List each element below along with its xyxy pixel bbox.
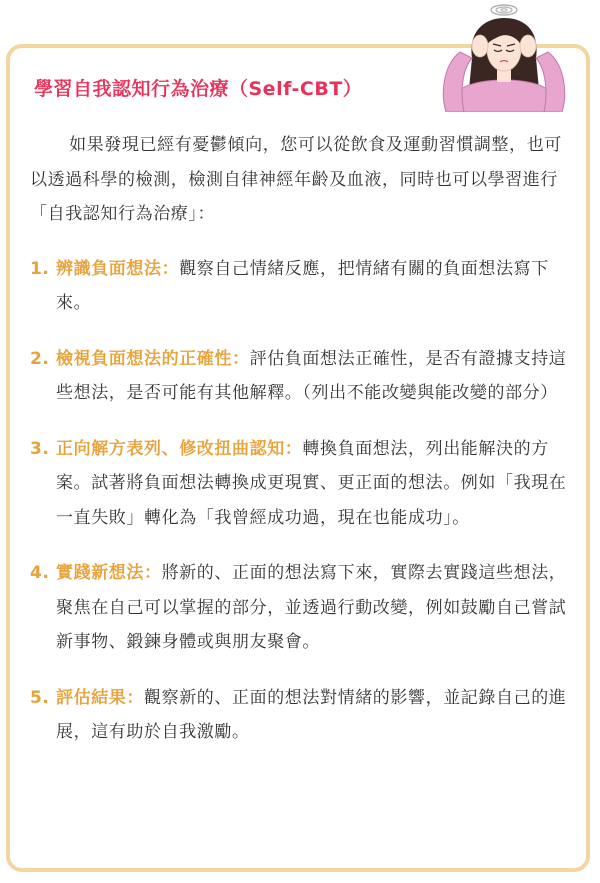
item-description: 觀察自己情緒反應，把情緒有關的負面想法寫下來。 (56, 258, 549, 313)
item-number: 3. (30, 438, 50, 459)
item-heading: 實踐新想法： (56, 563, 162, 583)
item-description: 轉換負面想法，列出能解決的方案。試著將負面想法轉換成更現實、更正面的想法。例如「我現在一直失敗」轉化為「我曾經成功過，現在也能成功」。 (56, 438, 567, 528)
item-heading: 檢視負面想法的正確性： (56, 348, 250, 369)
list-item (30, 252, 578, 321)
item-text (56, 556, 578, 660)
item-number: 1. (30, 258, 50, 279)
item-number: 4. (30, 563, 50, 583)
item-description: 觀察新的、正面的想法對情緒的影響，並記錄自己的進展，這有助於自我激勵。 (56, 687, 567, 742)
item-description: 將新的、正面的想法寫下來，實際去實踐這些想法，聚焦在自己可以掌握的部分，並透過行動改變，例如鼓勵自己嘗試新事物、鍛鍊身體或與朋友聚會。 (56, 563, 567, 652)
item-heading: 辨識負面想法： (56, 258, 180, 279)
list-item (30, 342, 578, 411)
item-text (56, 681, 578, 750)
page-title: 學習自我認知行為治療（Self-CBT） (34, 78, 363, 100)
list-item (30, 432, 578, 536)
article-content (30, 128, 578, 771)
item-text (56, 252, 578, 321)
item-description: 評估負面想法正確性，是否有證據支持這些想法，是否可能有其他解釋。（列出不能改變與能改變的部分） (56, 348, 567, 403)
item-text (56, 342, 578, 411)
item-number: 2. (30, 348, 50, 369)
item-heading: 正向解方表列、修改扭曲認知： (56, 438, 303, 459)
intro-paragraph: 如果發現已經有憂鬱傾向，您可以從飲食及運動習慣調整，也可以透過科學的檢測，檢測自律神經年齡及血液，同時也可以學習進行「自我認知行為治療」： (30, 135, 562, 224)
list-item (30, 556, 578, 660)
item-text (56, 432, 578, 536)
item-heading: 評估結果： (56, 687, 144, 708)
list-item (30, 681, 578, 750)
woman-holding-head-icon (420, 2, 588, 112)
item-number: 5. (30, 687, 50, 708)
